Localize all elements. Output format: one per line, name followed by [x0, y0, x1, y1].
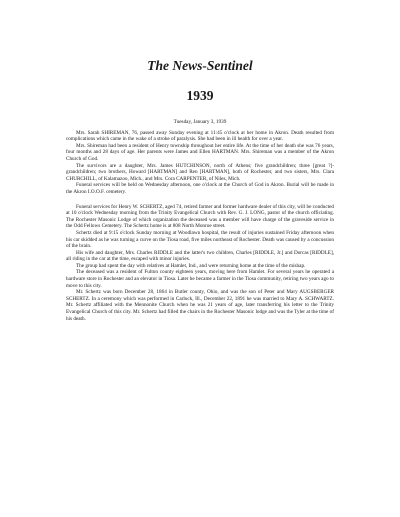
- paragraph: Mrs. Sarah SHIREMAN, 76, passed away Sunday evening at 11:45 o'clock at her home in Akron. Death resulted from complications which came in the wake of a stroke of paralysis. She had been in ill health for over a year.: [66, 129, 334, 143]
- section-gap: [66, 196, 334, 204]
- paragraph: The survivors are a daughter, Mrs. James HUTCHINSON, north of Athens; five grandchildren; three [great ?]-grandchildren; two brothers, Howard [HARTMAN] and Ren [HARTMAN], both of Rochester, and two sisters, Mrs. Clara CHURCHILL, of Kalamazoo, Mich., and Mrs. Cora CARPENTER, of Niles, Mich.: [66, 162, 334, 182]
- paragraph: Mr. Schertz was born December 28, 1864 in Butler county, Ohio, and was the son of Peter and Mary AUGSBERGER SCHERTZ. In a ceremony which was performed in Carlock, Ill., December 22, 1891 he was married to Mary A. SCHWARTZ. Mr. Schertz affiliated with the Mennonite Church when he was 21 years of age, later transferring his letter to the Trinity Evangelical Church of this city. Mr. Schertz had filled the chairs in the Rochester Masonic lodge and was the Tyler at the time of his death.: [66, 289, 334, 322]
- publication-title: The News-Sentinel: [147, 58, 253, 73]
- paragraph: His wife and daughter, Mrs. Charles RIDDLE and the latter's two children, Charles [RIDDLE, Jr.] and Dorcas [RIDDLE], all riding in the car at the time, escaped with minor injuries.: [66, 249, 334, 263]
- paragraph: The deceased was a resident of Fulton county eighteen years, moving here from Hamlet. For several years he operated a hardware store in Rochester and an elevator in Tiosa. Later he became a farmer in the Tiosa community, retiring two years ago to move to this city.: [66, 269, 334, 289]
- paragraph: Mrs. Shireman had been a resident of Henry township throughout her entire life. At the time of her death she was 76 years, four months and 28 days of age. Her parents were James and Ellen HARTMAN. Mrs. Shireman was a member of the Akron Church of God.: [66, 142, 334, 162]
- paragraph: Schertz died at 9:15 o'clock Sunday morning at Woodlawn hospital, the result of injuries sustained Friday afternoon when his car skidded as he was turning a curve on the Tiosa road, five miles northeast of Rochester. Death was caused by a concussion of the brain.: [66, 229, 334, 250]
- article-date: Tuesday, January 3, 1939: [173, 119, 227, 125]
- paragraph: Funeral services for Henry W. SCHERTZ, aged 74, retired farmer and former hardware dealer of this city, will be conducted at 10 o'clock Wednesday morning from the Trinity Evangelical Church with Rev. G. J. LONG, pastor of the church officiating. The Rochester Masonic Lodge of which organization the deceased was a member will have charge of the graveside service in the Odd Fellows Cemetery. The Schertz home is at 808 North Monroe street.: [66, 203, 334, 230]
- article-body: [66, 119, 334, 322]
- paragraph: Funeral services will be held on Wednesday afternoon, one o'clock at the Church of God in Akron. Burial will be made in the Akron I.O.O.F. cemetery.: [66, 182, 334, 195]
- year-heading: 1939: [186, 88, 214, 103]
- paragraph: The group had spent the day with relatives at Hamlet, Ind., and were returning home at the time of the mishap.: [76, 262, 306, 269]
